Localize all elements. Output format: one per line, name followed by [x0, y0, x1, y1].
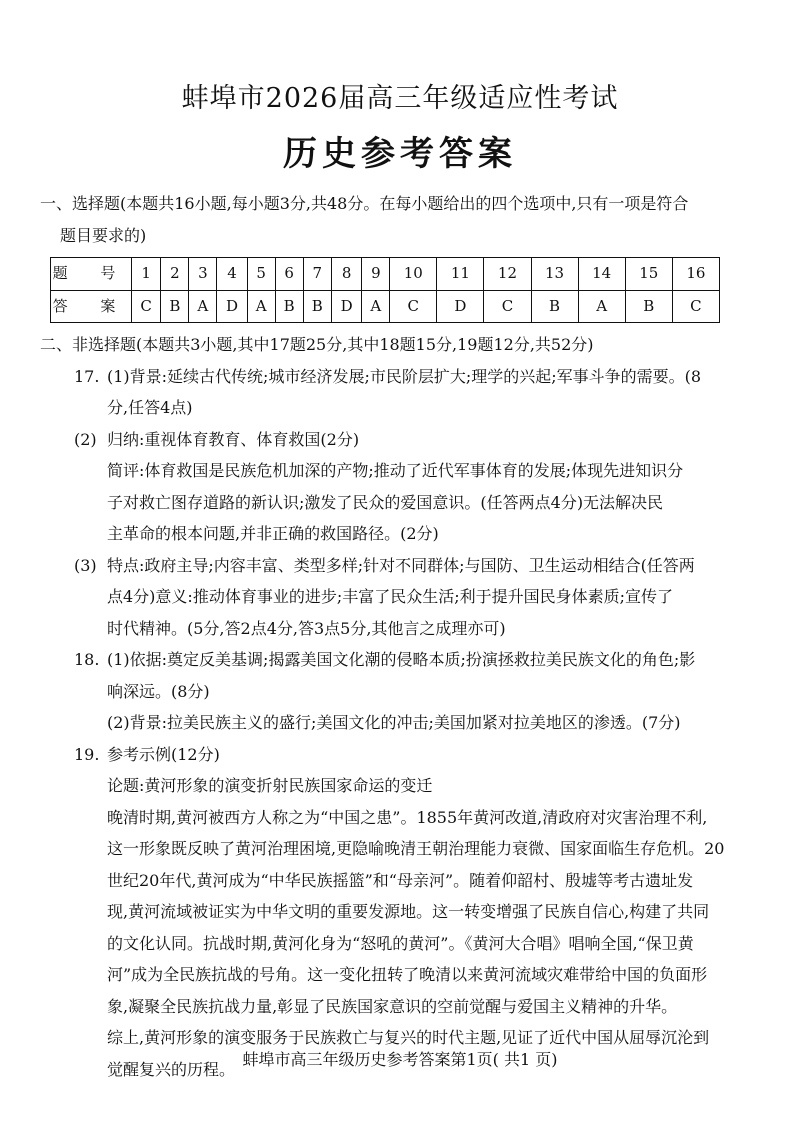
q18-part2: [40, 707, 760, 739]
answer-cell: C: [390, 290, 437, 323]
question-number-cell: 2: [161, 258, 189, 291]
q17-part2-line4: 主革命的根本问题,并非正确的救国路径。(2分): [107, 524, 439, 543]
question-number-cell: 5: [247, 258, 275, 291]
q19-essay-line: 论题:黄河形象的演变折射民族国家命运的变迁: [107, 776, 433, 795]
q19-essay-line: 世纪20年代,黄河成为“中华民族摇篮”和“母亲河”。随着仰韶村、殷墟等考古遗址发: [107, 870, 694, 890]
q17-part3: [40, 550, 760, 582]
q19-essay-line: 河”成为全民族抗战的号角。这一变化扭转了晚清以来黄河流域灾难带给中国的负面形: [107, 965, 708, 984]
q19-intro: [40, 739, 760, 771]
row-label-answer: 答 案: [51, 290, 132, 323]
question-number-cell: 11: [437, 258, 484, 291]
q18-part1-line1: (1)依据:奠定反美基调;揭露美国文化潮的侵略本质;扮演拯救拉美民族文化的角色;影: [107, 650, 696, 669]
q17-part1-line2: 分,任答4点): [107, 398, 193, 417]
answer-cell: B: [275, 290, 303, 323]
document-body: [40, 188, 760, 1085]
answer-cell: D: [437, 290, 484, 323]
answer-cell: C: [132, 290, 161, 323]
q17-part1-cont: [40, 392, 760, 424]
q17-part3-line3: 时代精神。(5分,答2点4分,答3点5分,其他言之成理亦可): [107, 618, 506, 638]
q18-part1: [40, 644, 760, 676]
question-number-cell: 12: [484, 258, 531, 291]
q17-part3-line2: 点4分)意义:推动体育事业的进步;丰富了民众生活;利于提升国民身体素质;宣传了: [107, 587, 673, 606]
question-number-cell: 15: [625, 258, 672, 291]
answer-cell: A: [247, 290, 275, 323]
table-row-answers: [51, 290, 720, 323]
row-label-question-number: 题 号: [51, 258, 132, 291]
answer-cell: A: [362, 290, 390, 323]
exam-title: 蚌埠市2026届高三年级适应性考试: [181, 83, 619, 114]
q17-part3-label: (3): [74, 555, 97, 575]
q19-essay-line: 综上,黄河形象的演变服务于民族救亡与复兴的时代主题,见证了近代中国从屈辱沉沦到: [107, 1028, 710, 1047]
answer-cell: B: [531, 290, 578, 323]
q17-part2-label: (2): [74, 429, 97, 449]
answer-cell: D: [331, 290, 362, 323]
question-number-cell: 6: [275, 258, 303, 291]
q17-number: 17.: [74, 366, 100, 386]
q17-part2-line1: 归纳:重视体育教育、体育救国(2分): [107, 429, 360, 449]
answer-cell: B: [161, 290, 189, 323]
q17-part2: [40, 424, 760, 456]
section2-heading: 二、非选择题(本题共3小题,其中17题25分,其中18题15分,19题12分,共52分): [40, 335, 594, 354]
section1-heading-line2: 题目要求的): [60, 225, 147, 245]
q19-essay-line: 觉醒复兴的历程。: [107, 1059, 236, 1079]
section1-heading-line1: 一、选择题(本题共16小题,每小题3分,共48分。在每小题给出的四个选项中,只有一项是符合: [40, 194, 689, 213]
q19-essay-line: 的文化认同。抗战时期,黄河化身为“怒吼的黄河”。《黄河大合唱》唱响全国,“保卫黄: [107, 933, 694, 953]
q18-part2-line1: (2)背景:拉美民族主义的盛行;美国文化的冲击;美国加紧对拉美地区的渗透。(7分): [107, 713, 681, 732]
q17-part1: [40, 361, 760, 393]
q19-essay-line: 象,凝聚全民族抗战力量,彰显了民族国家意识的空前觉醒与爱国主义精神的升华。: [107, 996, 678, 1016]
q17-part2-line2: 简评:体育救国是民族危机加深的产物;推动了近代军事体育的发展;体现先进知识分: [107, 461, 684, 480]
subject-title: 历史参考答案: [283, 134, 517, 174]
q18-number: 18.: [74, 650, 100, 669]
question-number-cell: 4: [217, 258, 248, 291]
answer-cell: B: [625, 290, 672, 323]
question-number-cell: 14: [578, 258, 625, 291]
answer-cell: A: [578, 290, 625, 323]
page-footer: 蚌埠市高三年级历史参考答案第1页( 共1 页): [242, 1050, 558, 1069]
question-number-cell: 7: [303, 258, 331, 291]
q19-essay-line: 现,黄河流域被证实为中华文明的重要发源地。这一转变增强了民族自信心,构建了共同: [107, 902, 710, 921]
q19-essay: [40, 770, 760, 1085]
question-number-cell: 13: [531, 258, 578, 291]
question-number-cell: 10: [390, 258, 437, 291]
q19-essay-line: 晚清时期,黄河被西方人称之为“中国之患”。1855年黄河改道,清政府对灾害治理不利,: [107, 807, 708, 827]
table-row-question-numbers: [51, 258, 720, 291]
q19-essay-line: 这一形象既反映了黄河治理困境,更隐喻晚清王朝治理能力衰微、国家面临生存危机。20: [107, 839, 725, 858]
q19-number: 19.: [74, 744, 100, 764]
answer-cell: C: [672, 290, 719, 323]
q18-part1-line2: 响深远。(8分): [107, 681, 210, 701]
answer-cell: D: [217, 290, 248, 323]
question-number-cell: 9: [362, 258, 390, 291]
question-number-cell: 3: [189, 258, 217, 291]
q17-part3-line1: 特点:政府主导;内容丰富、类型多样;针对不同群体;与国防、卫生运动相结合(任答两: [107, 555, 695, 575]
section1-heading: [40, 188, 760, 251]
q17-part2-line3: 子对救亡图存道路的新认识;激发了民众的爱国意识。(任答两点4分)无法解决民: [107, 492, 664, 512]
question-number-cell: 1: [132, 258, 161, 291]
answer-table: [50, 257, 720, 323]
answer-cell: B: [303, 290, 331, 323]
q17-part1-line1: (1)背景:延续古代传统;城市经济发展;市民阶层扩大;理学的兴起;军事斗争的需要。(8: [107, 366, 702, 386]
q19-intro-text: 参考示例(12分): [107, 744, 220, 764]
answer-cell: C: [484, 290, 531, 323]
answer-cell: A: [189, 290, 217, 323]
question-number-cell: 16: [672, 258, 719, 291]
question-number-cell: 8: [331, 258, 362, 291]
